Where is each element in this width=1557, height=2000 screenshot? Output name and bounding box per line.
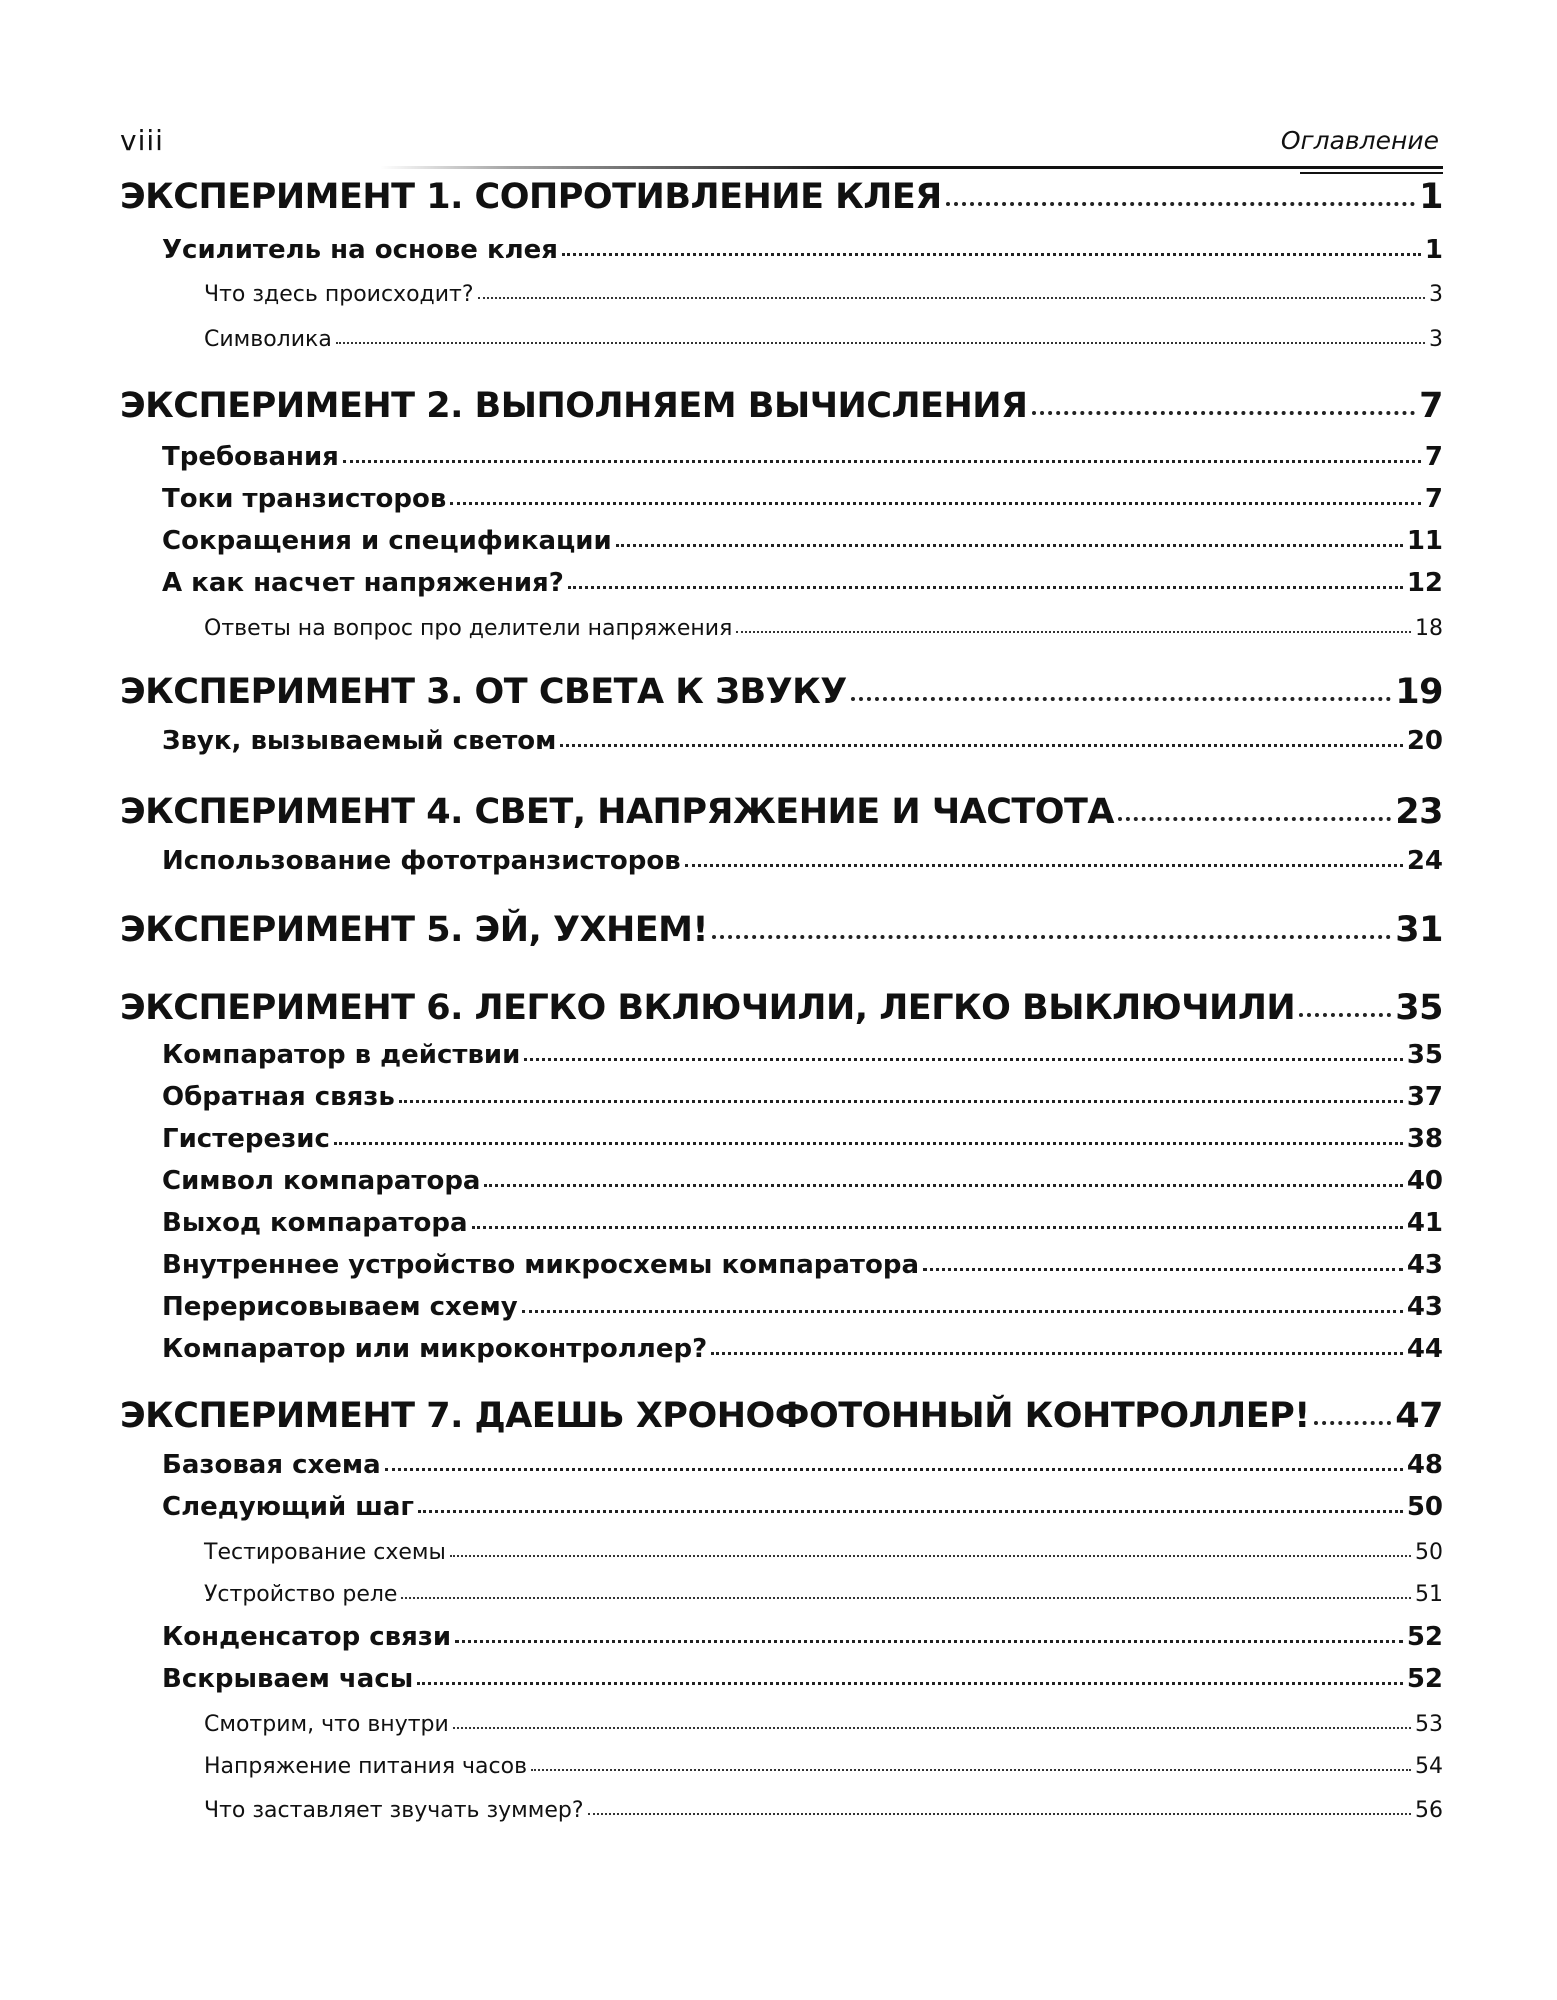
toc-entry-level-2	[120, 846, 1443, 876]
dot-leader	[478, 297, 1425, 299]
toc-entry-title: Базовая схема	[162, 1450, 381, 1480]
toc-entry-title: Конденсатор связи	[162, 1622, 452, 1652]
header-rule-accent	[1300, 172, 1443, 174]
toc-entry-level-3	[120, 1798, 1443, 1823]
toc-entry-page: 1	[1424, 235, 1443, 265]
toc-entry-page: 50	[1406, 1492, 1443, 1522]
dot-leader	[711, 1352, 1403, 1355]
dot-leader	[418, 1510, 1403, 1513]
toc-entry-level-3	[120, 616, 1443, 641]
toc-entry-title: Символ компаратора	[162, 1166, 481, 1196]
toc-entry-title: Внутреннее устройство микросхемы компаратора	[162, 1250, 919, 1280]
dot-leader	[450, 502, 1421, 505]
toc-entry-level-1	[120, 988, 1443, 1028]
dot-leader	[616, 544, 1403, 547]
dot-leader	[851, 697, 1392, 701]
toc-entry-title: Компаратор в действии	[162, 1040, 521, 1070]
toc-entry-level-2	[120, 526, 1443, 556]
dot-leader	[385, 1468, 1403, 1471]
dot-leader	[472, 1226, 1403, 1229]
dot-leader	[923, 1268, 1403, 1271]
toc-entry-title: Смотрим, что внутри	[204, 1712, 449, 1737]
dot-leader	[531, 1769, 1411, 1771]
toc-entry-level-2	[120, 1040, 1443, 1070]
toc-entry-title: Напряжение питания часов	[204, 1754, 528, 1779]
toc-entry-level-2	[120, 1124, 1443, 1154]
toc-entry-page: 40	[1406, 1166, 1443, 1196]
toc-entry-title: Требования	[162, 442, 339, 472]
toc-entry-title: Звук, вызываемый светом	[162, 726, 557, 756]
toc-entry-title: Что здесь происходит?	[204, 282, 474, 307]
toc-entry-page: 20	[1406, 726, 1443, 756]
toc-entry-title: ЭКСПЕРИМЕНТ 3. ОТ СВЕТА К ЗВУКУ	[120, 672, 847, 712]
toc-entry-level-1	[120, 910, 1443, 950]
toc-entry-level-2	[120, 442, 1443, 472]
dot-leader	[399, 1100, 1403, 1103]
toc-entry-page: 48	[1406, 1450, 1443, 1480]
header-rule	[380, 166, 1443, 169]
toc-entry-page: 35	[1406, 1040, 1443, 1070]
toc-entry-title: Гистерезис	[162, 1124, 330, 1154]
toc-entry-page: 7	[1419, 386, 1443, 426]
toc-entry-title: Токи транзисторов	[162, 484, 447, 514]
toc-entry-page: 53	[1415, 1712, 1443, 1737]
toc-entry-title: Символика	[204, 327, 332, 352]
toc-entry-page: 37	[1406, 1082, 1443, 1112]
toc-entry-level-3	[120, 1540, 1443, 1565]
toc-entry-page: 43	[1406, 1292, 1443, 1322]
dot-leader	[524, 1058, 1402, 1061]
toc-entry-page: 31	[1395, 910, 1443, 950]
toc-entry-level-3	[120, 1754, 1443, 1779]
toc-entry-level-2	[120, 1622, 1443, 1652]
toc-entry-title: Усилитель на основе клея	[162, 235, 558, 265]
dot-leader	[560, 744, 1402, 747]
toc-entry-page: 3	[1429, 282, 1443, 307]
toc-entry-title: Обратная связь	[162, 1082, 395, 1112]
toc-entry-title: ЭКСПЕРИМЕНТ 5. ЭЙ, УХНЕМ!	[120, 910, 708, 950]
dot-leader	[562, 253, 1421, 256]
toc-entry-page: 50	[1415, 1540, 1443, 1565]
toc-entry-level-1	[120, 672, 1443, 712]
toc-entry-level-2	[120, 1166, 1443, 1196]
toc-entry-title: Что заставляет звучать зуммер?	[204, 1798, 584, 1823]
toc-entry-title: Сокращения и спецификации	[162, 526, 612, 556]
toc-entry-level-2	[120, 1450, 1443, 1480]
toc-entry-page: 7	[1424, 442, 1443, 472]
toc-entry-level-1	[120, 177, 1443, 217]
toc-entry-title: ЭКСПЕРИМЕНТ 1. СОПРОТИВЛЕНИЕ КЛЕЯ	[120, 177, 942, 217]
dot-leader	[712, 935, 1391, 939]
dot-leader	[417, 1682, 1403, 1685]
dot-leader	[522, 1310, 1403, 1313]
dot-leader	[450, 1555, 1411, 1557]
dot-leader	[1314, 1421, 1392, 1425]
toc-entry-level-3	[120, 1582, 1443, 1607]
toc-entry-page: 56	[1415, 1798, 1443, 1823]
toc-entry-level-3	[120, 282, 1443, 307]
toc-entry-level-3	[120, 1712, 1443, 1737]
toc-entry-page: 35	[1395, 988, 1443, 1028]
toc-entry-page: 47	[1395, 1396, 1443, 1436]
dot-leader	[455, 1640, 1403, 1643]
toc-entry-page: 1	[1419, 177, 1443, 217]
toc-entry-title: Вскрываем часы	[162, 1664, 414, 1694]
toc-entry-page: 11	[1406, 526, 1443, 556]
toc-entry-title: Устройство реле	[204, 1582, 398, 1607]
toc-entry-level-2	[120, 235, 1443, 265]
dot-leader	[1118, 817, 1391, 821]
dot-leader	[1299, 1013, 1391, 1017]
toc-entry-level-2	[120, 726, 1443, 756]
toc-entry-page: 44	[1406, 1334, 1443, 1364]
toc-entry-page: 51	[1415, 1582, 1443, 1607]
toc-entry-title: А как насчет напряжения?	[162, 568, 564, 598]
toc-entry-level-2	[120, 568, 1443, 598]
dot-leader	[568, 586, 1403, 589]
toc-entry-page: 7	[1424, 484, 1443, 514]
toc-entry-page: 54	[1415, 1754, 1443, 1779]
dot-leader	[1032, 411, 1416, 415]
toc-entry-title: Компаратор или микроконтроллер?	[162, 1334, 708, 1364]
toc-entry-page: 23	[1395, 792, 1443, 832]
toc-entry-title: Перерисовываем схему	[162, 1292, 518, 1322]
toc-entry-level-2	[120, 484, 1443, 514]
toc-entry-title: Использование фототранзисторов	[162, 846, 681, 876]
toc-entry-level-2	[120, 1292, 1443, 1322]
dot-leader	[334, 1142, 1403, 1145]
toc-entry-level-2	[120, 1334, 1443, 1364]
page-header	[120, 124, 1443, 164]
page-number: viii	[120, 124, 164, 157]
dot-leader	[401, 1597, 1411, 1599]
toc-entry-level-1	[120, 1396, 1443, 1436]
dot-leader	[588, 1813, 1411, 1815]
toc-entry-level-2	[120, 1664, 1443, 1694]
toc-entry-title: Тестирование схемы	[204, 1540, 446, 1565]
dot-leader	[946, 202, 1415, 206]
toc-entry-level-3	[120, 327, 1443, 352]
toc-entry-title: ЭКСПЕРИМЕНТ 2. ВЫПОЛНЯЕМ ВЫЧИСЛЕНИЯ	[120, 386, 1028, 426]
dot-leader	[685, 864, 1403, 867]
toc-entry-page: 52	[1406, 1664, 1443, 1694]
toc-entry-page: 12	[1406, 568, 1443, 598]
toc-entry-title: Ответы на вопрос про делители напряжения	[204, 616, 733, 641]
toc-entry-level-1	[120, 386, 1443, 426]
toc-entry-page: 18	[1415, 616, 1443, 641]
toc-entry-title: ЭКСПЕРИМЕНТ 4. СВЕТ, НАПРЯЖЕНИЕ И ЧАСТОТА	[120, 792, 1115, 832]
toc-entry-level-2	[120, 1208, 1443, 1238]
toc-entry-title: ЭКСПЕРИМЕНТ 6. ЛЕГКО ВКЛЮЧИЛИ, ЛЕГКО ВЫКЛЮЧИЛИ	[120, 988, 1296, 1028]
toc-entry-page: 19	[1395, 672, 1443, 712]
toc-entry-level-2	[120, 1250, 1443, 1280]
dot-leader	[484, 1184, 1402, 1187]
toc-entry-title: ЭКСПЕРИМЕНТ 7. ДАЕШЬ ХРОНОФОТОННЫЙ КОНТРОЛЛЕР!	[120, 1396, 1310, 1436]
toc-entry-page: 24	[1406, 846, 1443, 876]
dot-leader	[336, 342, 1425, 344]
toc-entry-level-2	[120, 1492, 1443, 1522]
dot-leader	[453, 1727, 1411, 1729]
toc-entry-page: 38	[1406, 1124, 1443, 1154]
toc-entry-page: 3	[1429, 327, 1443, 352]
dot-leader	[343, 460, 1421, 463]
toc-entry-level-1	[120, 792, 1443, 832]
toc-entry-page: 41	[1406, 1208, 1443, 1238]
dot-leader	[736, 631, 1411, 633]
toc-entry-title: Выход компаратора	[162, 1208, 468, 1238]
toc-entry-page: 43	[1406, 1250, 1443, 1280]
toc-entry-level-2	[120, 1082, 1443, 1112]
running-title: Оглавление	[1280, 126, 1439, 155]
toc-entry-title: Следующий шаг	[162, 1492, 414, 1522]
toc-entry-page: 52	[1406, 1622, 1443, 1652]
